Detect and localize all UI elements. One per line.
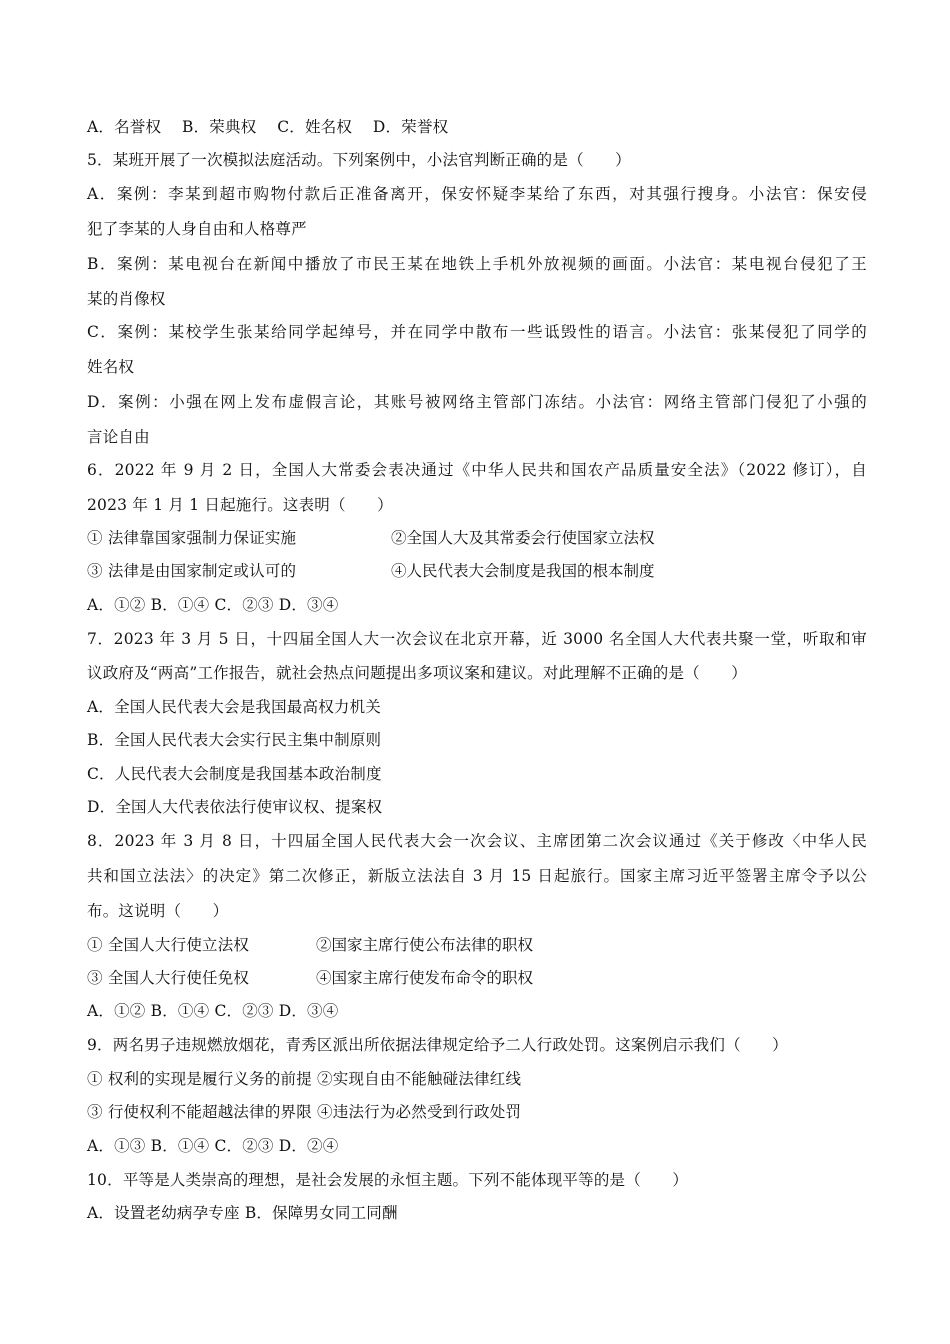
q8-stem-line3: 布。这说明（ ）: [87, 902, 229, 920]
q7-option-d: D．全国人大代表依法行使审议权、提案权: [87, 798, 383, 816]
q5-option-d-line1: D．案例：小强在网上发布虚假言论，其账号被网络主管部门冻结。小法官：网络主管部门侵犯了小强的: [87, 393, 867, 411]
q5-option-d-line2: 言论自由: [87, 428, 150, 446]
q6-stem-line1: 6．2022 年 9 月 2 日，全国人大常委会表决通过《中华人民共和国农产品质量安全法》（2022 修订），自: [87, 461, 867, 479]
q8-stem-line1: 8．2023 年 3 月 8 日，十四届全国人民代表大会一次会议、主席团第二次会议通过《关于修改〈中华人民: [87, 832, 867, 850]
q10-options-a-b: A．设置老幼病孕专座 B．保障男女同工同酬: [87, 1204, 398, 1222]
q5-option-a-line1: A．案例：李某到超市购物付款后正准备离开，保安怀疑李某给了东西，对其强行搜身。小法官：保安侵: [87, 185, 867, 203]
q9-statements-1-2: ① 权利的实现是履行义务的前提 ②实现自由不能触碰法律红线: [87, 1070, 522, 1088]
q8-statement-4: ④国家主席行使发布命令的职权: [316, 969, 534, 987]
q9-options: A．①③ B．①④ C．②③ D．②④: [87, 1137, 339, 1155]
q8-statement-3: ③ 全国人大行使任免权: [87, 969, 250, 987]
q5-option-a-line2: 犯了李某的人身自由和人格尊严: [87, 220, 307, 238]
q7-option-a: A．全国人民代表大会是我国最高权力机关: [87, 698, 381, 716]
q6-statement-3: ③ 法律是由国家制定或认可的: [87, 562, 297, 580]
q9-statements-3-4: ③ 行使权利不能超越法律的界限 ④违法行为必然受到行政处罚: [87, 1103, 522, 1121]
q5-option-c-line1: C．案例：某校学生张某给同学起绰号，并在同学中散布一些诋毁性的语言。小法官：张某侵犯了同学的: [87, 323, 867, 341]
q6-options: A．①② B．①④ C．②③ D．③④: [87, 596, 339, 614]
q6-statement-1: ① 法律靠国家强制力保证实施: [87, 529, 297, 547]
q5-option-b-line1: B．案例：某电视台在新闻中播放了市民王某在地铁上手机外放视频的画面。小法官：某电视台侵犯了王: [87, 255, 867, 273]
q8-stem-line2: 共和国立法法〉的决定》第二次修正，新版立法法自 3 月 15 日起旅行。国家主席习近平签署主席令予以公: [87, 867, 867, 885]
q6-statement-2: ②全国人大及其常委会行使国家立法权: [391, 529, 655, 547]
q4-options: A．名誉权 B．荣典权 C．姓名权 D．荣誉权: [87, 118, 449, 136]
q8-statement-2: ②国家主席行使公布法律的职权: [316, 936, 534, 954]
q7-option-b: B．全国人民代表大会实行民主集中制原则: [87, 731, 382, 749]
q5-option-b-line2: 某的肖像权: [87, 290, 166, 308]
q7-stem-line1: 7．2023 年 3 月 5 日，十四届全国人大一次会议在北京开幕，近 3000 名全国人大代表共聚一堂，听取和审: [87, 630, 867, 648]
q7-option-c: C．人民代表大会制度是我国基本政治制度: [87, 765, 382, 783]
q9-stem: 9．两名男子违规燃放烟花，青秀区派出所依据法律规定给予二人行政处罚。这案例启示我们（ ）: [87, 1036, 788, 1054]
q7-stem-line2: 议政府及“两高”工作报告，就社会热点问题提出多项议案和建议。对此理解不正确的是（ ）: [87, 664, 747, 682]
q6-stem-line2: 2023 年 1 月 1 日起施行。这表明（ ）: [87, 496, 393, 514]
q5-stem: 5．某班开展了一次模拟法庭活动。下列案例中，小法官判断正确的是（ ）: [87, 151, 631, 169]
q5-option-c-line2: 姓名权: [87, 358, 135, 376]
q10-stem: 10．平等是人类崇高的理想，是社会发展的永恒主题。下列不能体现平等的是（ ）: [87, 1171, 689, 1189]
q8-options: A．①② B．①④ C．②③ D．③④: [87, 1002, 339, 1020]
q6-statement-4: ④人民代表大会制度是我国的根本制度: [391, 562, 655, 580]
q8-statement-1: ① 全国人大行使立法权: [87, 936, 250, 954]
